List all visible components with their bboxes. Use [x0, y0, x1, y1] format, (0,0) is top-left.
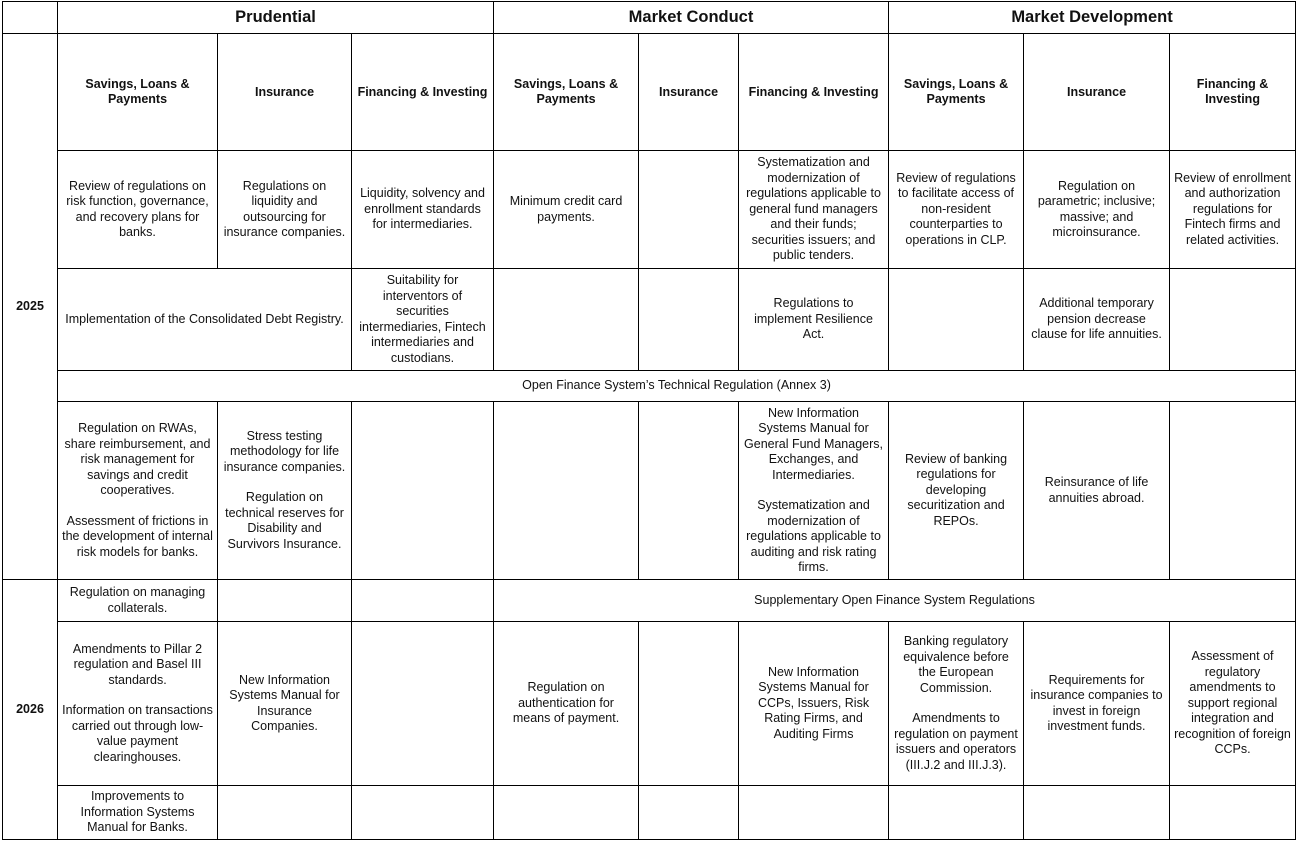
cell-2025-md-insurance-3: Reinsurance of life annuities abroad. — [1024, 402, 1170, 580]
cell-2026-p-insurance: New Information Systems Manual for Insurance Companies. — [218, 622, 352, 786]
cell-empty — [218, 580, 352, 622]
subheader-md-financing: Financing & Investing — [1170, 34, 1296, 151]
cell-text: Regulation on RWAs, share reimbursement, and risk management for savings and credit cooperatives. — [64, 421, 211, 497]
cell-2025-p-insurance: Regulations on liquidity and outsourcing for insurance companies. — [218, 151, 352, 269]
cell-2025-mc-financing-3 — [739, 402, 889, 580]
table-row — [3, 151, 1296, 269]
cell-empty — [494, 269, 639, 371]
table-row — [3, 371, 1296, 402]
cell-empty — [639, 622, 739, 786]
cell-2026-md-insurance: Requirements for insurance companies to invest in foreign investment funds. — [1024, 622, 1170, 786]
cell-text: Information on transactions carried out through low-value payment clearinghouses. — [62, 703, 213, 764]
cell-text: Stress testing methodology for life insurance companies. — [223, 428, 346, 474]
cell-2026-md-savings — [889, 622, 1024, 786]
subheader-mc-financing: Financing & Investing — [739, 34, 889, 151]
cell-text: New Information Systems Manual for General Fund Managers, Exchanges, and Intermediaries. — [744, 405, 883, 482]
cell-empty — [352, 580, 494, 622]
cell-2025-mc-insurance — [639, 151, 739, 269]
year-2025: 2025 — [3, 34, 58, 580]
cell-2025-p-financing: Liquidity, solvency and enrollment standards for intermediaries. — [352, 151, 494, 269]
cell-text: Systematization and modernization of regulations applicable to auditing and risk rating firms. — [746, 498, 881, 574]
cell-2026-p-savings-2 — [58, 622, 218, 786]
cell-2026-mc-financing: New Information Systems Manual for CCPs, Issuers, Risk Rating Firms, and Auditing Firms — [739, 622, 889, 786]
cell-2025-mc-savings: Minimum credit card payments. — [494, 151, 639, 269]
table-row — [3, 402, 1296, 580]
cell-empty — [1170, 269, 1296, 371]
table-row — [3, 786, 1296, 840]
cell-text: Assessment of frictions in the development of internal risk models for banks. — [62, 513, 213, 559]
subheader-md-savings: Savings, Loans & Payments — [889, 34, 1024, 151]
subheader-p-savings: Savings, Loans & Payments — [58, 34, 218, 151]
cell-supplementary-open-finance: Supplementary Open Finance System Regulations — [494, 580, 1296, 622]
regulatory-agenda-table — [2, 1, 1296, 840]
cell-empty — [889, 269, 1024, 371]
cell-empty — [639, 402, 739, 580]
subheader-p-financing: Financing & Investing — [352, 34, 494, 151]
cell-text: Regulation on technical reserves for Disability and Survivors Insurance. — [225, 490, 344, 551]
cell-2025-p-savings: Review of regulations on risk function, governance, and recovery plans for banks. — [58, 151, 218, 269]
cell-empty — [352, 622, 494, 786]
cell-text: Amendments to Pillar 2 regulation and Basel III standards. — [72, 641, 203, 687]
cell-2025-p-insurance-3 — [218, 402, 352, 580]
cell-empty — [494, 402, 639, 580]
cell-2025-p-savings-3 — [58, 402, 218, 580]
cell-empty — [1024, 786, 1170, 840]
group-header-row — [3, 2, 1296, 34]
cell-empty — [1170, 402, 1296, 580]
sub-header-row — [3, 34, 1296, 151]
table-row — [3, 580, 1296, 622]
table-row — [3, 269, 1296, 371]
cell-empty — [1170, 786, 1296, 840]
group-market-conduct: Market Conduct — [494, 2, 889, 34]
cell-2025-p-financing-2: Suitability for interventors of securities intermediaries, Fintech intermediaries and custodians. — [352, 269, 494, 371]
cell-empty — [494, 786, 639, 840]
cell-2025-md-insurance: Regulation on parametric; inclusive; massive; and microinsurance. — [1024, 151, 1170, 269]
cell-2026-md-financing: Assessment of regulatory amendments to support regional integration and recognition of foreign CCPs. — [1170, 622, 1296, 786]
cell-2025-mc-financing-2: Regulations to implement Resilience Act. — [739, 269, 889, 371]
cell-text: Amendments to regulation on payment issuers and operators (III.J.2 and III.J.3). — [894, 711, 1018, 772]
cell-empty — [218, 786, 352, 840]
year-2026: 2026 — [3, 580, 58, 840]
cell-2025-md-savings: Review of regulations to facilitate access of non-resident counterparties to operations in CLP. — [889, 151, 1024, 269]
cell-2025-mc-financing: Systematization and modernization of regulations applicable to general fund managers and their funds; securities issuers; and public tenders. — [739, 151, 889, 269]
subheader-mc-savings: Savings, Loans & Payments — [494, 34, 639, 151]
cell-empty — [352, 786, 494, 840]
cell-2026-p-savings: Regulation on managing collaterals. — [58, 580, 218, 622]
cell-empty — [639, 786, 739, 840]
cell-empty — [739, 786, 889, 840]
cell-empty — [639, 269, 739, 371]
group-market-development: Market Development — [889, 2, 1296, 34]
cell-open-finance: Open Finance System’s Technical Regulation (Annex 3) — [58, 371, 1296, 402]
group-prudential: Prudential — [58, 2, 494, 34]
cell-2026-p-savings-3: Improvements to Information Systems Manual for Banks. — [58, 786, 218, 840]
cell-2025-md-insurance-2: Additional temporary pension decrease clause for life annuities. — [1024, 269, 1170, 371]
subheader-mc-insurance: Insurance — [639, 34, 739, 151]
subheader-p-insurance: Insurance — [218, 34, 352, 151]
cell-empty — [889, 786, 1024, 840]
cell-empty — [352, 402, 494, 580]
cell-2025-md-savings-3: Review of banking regulations for developing securitization and REPOs. — [889, 402, 1024, 580]
cell-2025-md-financing: Review of enrollment and authorization regulations for Fintech firms and related activities. — [1170, 151, 1296, 269]
subheader-md-insurance: Insurance — [1024, 34, 1170, 151]
corner-cell — [3, 2, 58, 34]
table-row — [3, 622, 1296, 786]
cell-2025-p-debt-registry: Implementation of the Consolidated Debt Registry. — [58, 269, 352, 371]
cell-text: Banking regulatory equivalence before the European Commission. — [903, 634, 1009, 695]
cell-2026-mc-savings: Regulation on authentication for means of payment. — [494, 622, 639, 786]
